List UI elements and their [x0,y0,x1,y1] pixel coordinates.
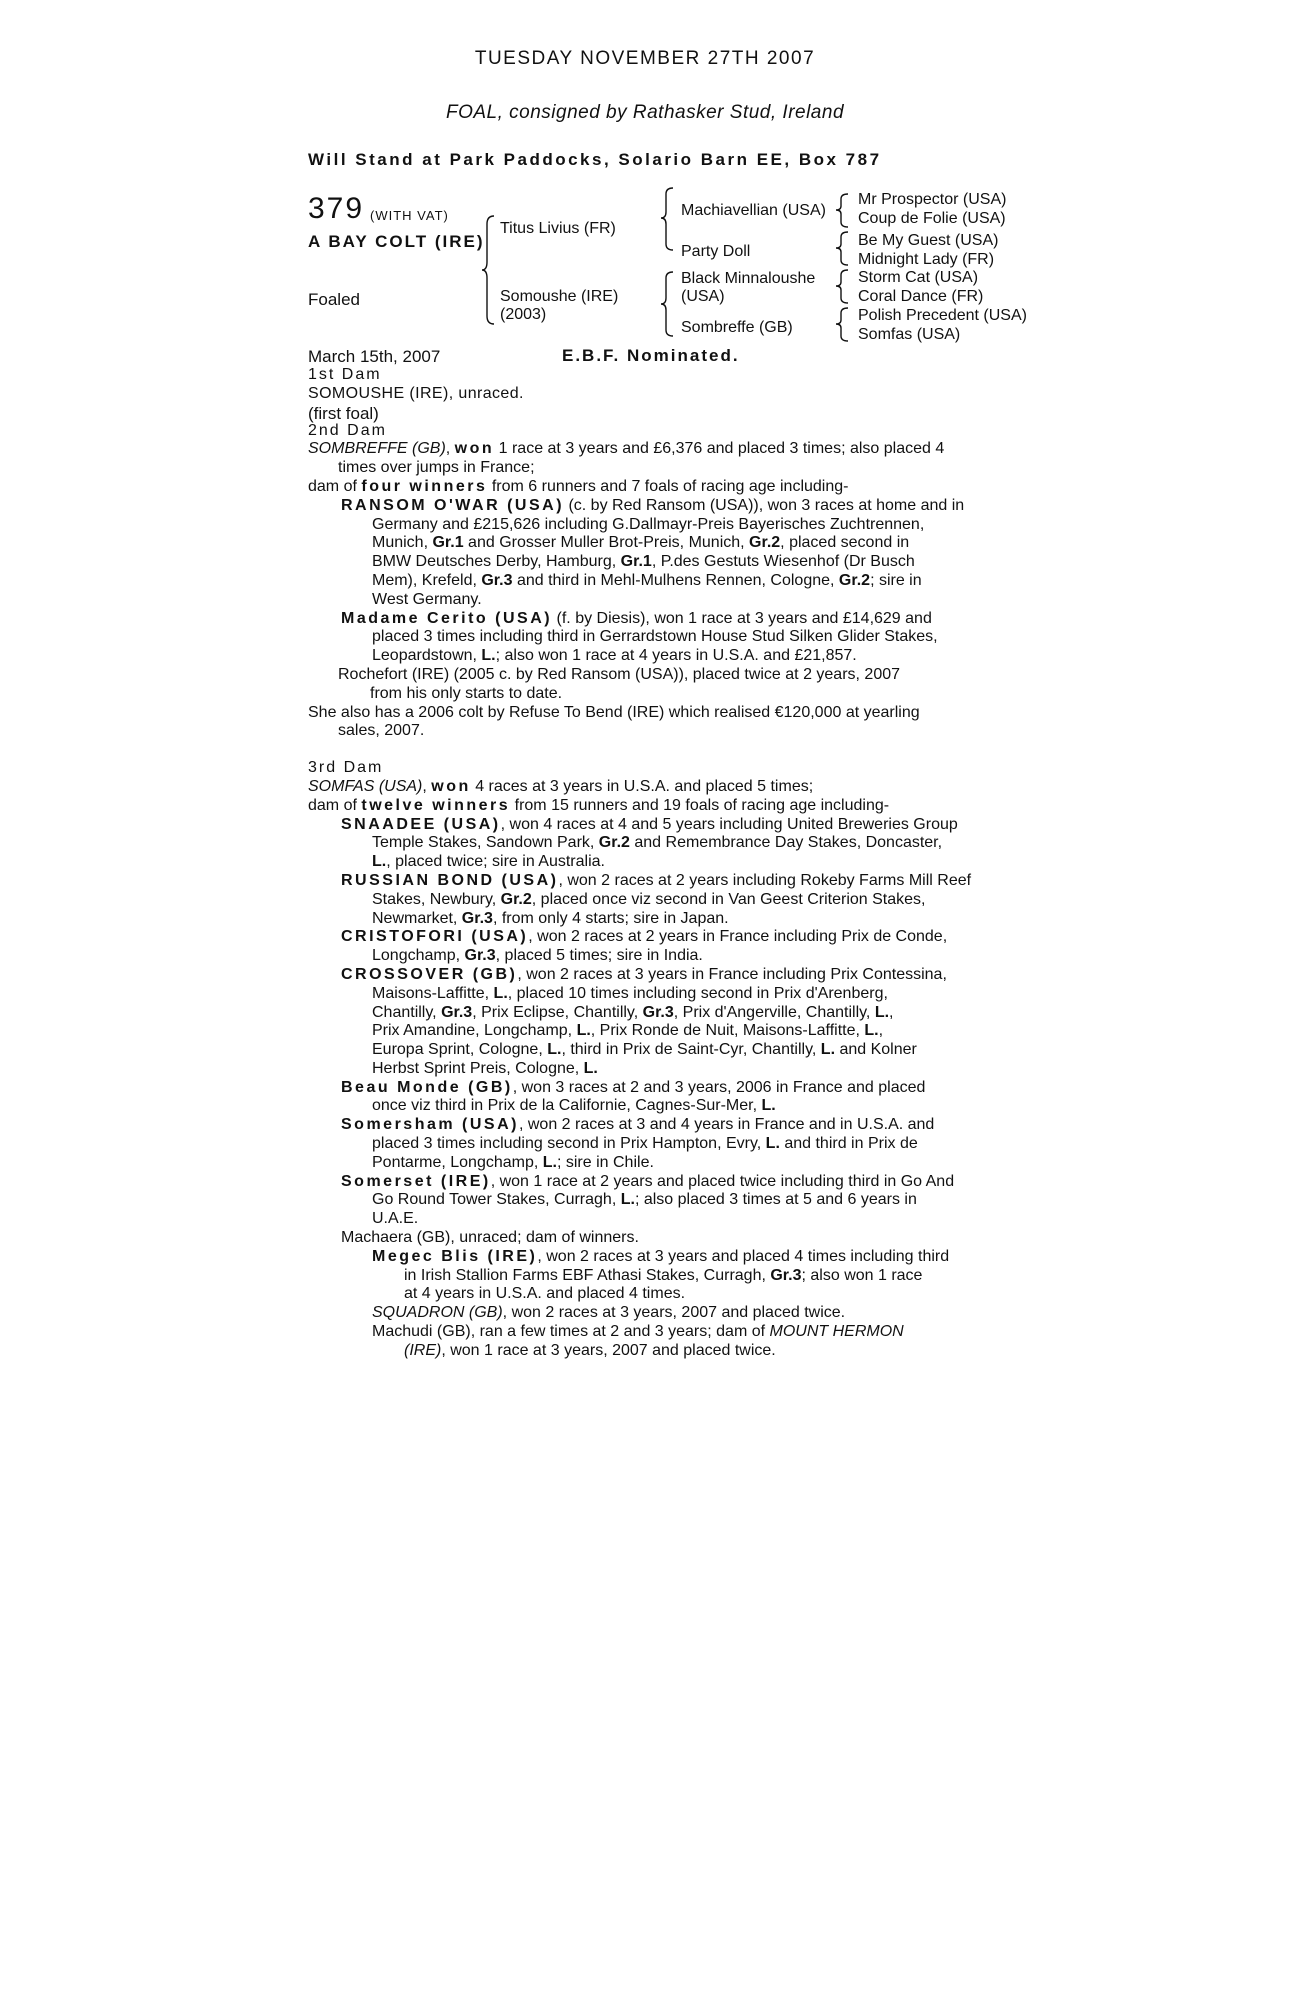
pedigree-brace-gen3-4 [836,306,850,344]
third-dam-text-segment: L. [864,1022,879,1040]
third-dam-text-segment: , won 2 races at 3 and 4 years in France and in U.S.A. and [518,1116,935,1134]
second-dam-text-segment: She also has a 2006 colt by Refuse To Bend (IRE) which realised €120,000 at yearling [308,703,920,721]
pedigree-g3-1: Mr Prospector (USA) [858,191,1007,208]
pedigree-brace-gen1 [482,214,496,326]
second-dam-text-segment: won [454,440,495,458]
second-dam-line [308,666,978,685]
third-dam-line [308,1267,978,1286]
second-dam-line [308,534,978,553]
third-dam-text-segment: Stakes, Newbury, [372,890,501,908]
second-dam-text-segment: (f. by Diesis), won 1 race at 3 years and £14,629 and [552,609,932,627]
third-dam-text-segment: , won 2 races at 3 years, 2007 and placed twice. [502,1304,846,1322]
second-dam-text-segment: 1 race at 3 years and £6,376 and placed 3 times; also placed 4 [494,440,945,458]
third-dam-line [308,966,978,985]
third-dam-text-segment: Herbst Sprint Preis, Cologne, [372,1059,584,1077]
second-dam-line [308,610,978,629]
third-dam-text-segment: from 15 runners and 19 foals of racing age including- [510,796,890,814]
first-dam-text: SOMOUSHE (IRE), unraced. [308,384,524,402]
second-dam-text-segment: and third in Mehl-Mulhens Rennen, Cologne, [512,571,839,589]
second-dam-line [308,704,978,723]
third-dam-line [308,1248,978,1267]
third-dam-line [308,872,978,891]
third-dam-text-segment: , [422,777,432,795]
pedigree-dam-line-1: Somoushe (IRE) [500,288,619,305]
third-dam-text-segment: L. [761,1097,776,1115]
third-dam-text-segment: L. [620,1191,635,1209]
second-dam-text-segment: , placed second in [780,534,910,552]
foaled-date: March 15th, 2007 [308,347,441,366]
third-dam-text-segment: , won 2 races at 3 years in France including Prix Contessina, [517,965,947,983]
third-dam-text-segment: L. [542,1153,557,1171]
third-dam-text-segment: 4 races at 3 years in U.S.A. and placed 5 times; [470,777,814,795]
second-dam-text-segment: and Grosser Muller Brot-Preis, Munich, [463,534,750,552]
third-dam-text-segment: once viz third in Prix de la Californie, Cagnes-Sur-Mer, [372,1097,762,1115]
third-dam-line [308,1323,978,1342]
third-dam-text-segment: Newmarket, [372,909,462,927]
pedigree-g3-7: Polish Precedent (USA) [858,307,1027,324]
second-dam-text-segment: Gr.2 [749,534,781,552]
second-dam-text-segment: Gr.1 [432,534,464,552]
third-dam-text-segment: Maisons-Laffitte, [372,984,494,1002]
third-dam-line [308,1173,978,1192]
third-dam-text-segment: L. [493,984,508,1002]
third-dam-line [308,1097,978,1116]
pedigree-g3-2: Coup de Folie (USA) [858,210,1006,227]
third-dam-line [308,1229,978,1248]
lot-number: 379 [308,192,365,225]
third-dam-text-segment: dam of [308,796,362,814]
third-dam-text-segment: , [878,1022,884,1040]
third-dam-text-segment: SNAADEE (USA) [341,815,501,833]
second-dam-line [308,478,978,497]
third-dam-text-segment: , won 2 races at 3 years and placed 4 times including third [537,1247,950,1265]
third-dam-text-segment: ; also placed 3 times at 5 and 6 years in [634,1191,917,1209]
pedigree-sire-sire: Machiavellian (USA) [681,202,826,219]
second-dam-text-segment: Leopardstown, [372,647,482,665]
third-dam-text-segment: , placed once viz second in Van Geest Criterion Stakes, [531,890,926,908]
third-dam-text-segment: , Prix d'Angerville, Chantilly, [673,1003,875,1021]
third-dam-text-segment: , won 4 races at 4 and 5 years including United Breweries Group [500,815,958,833]
catalogue-body [308,366,978,1361]
second-dam-text-segment: four winners [361,477,488,495]
third-dam-text-segment: Go Round Tower Stakes, Curragh, [372,1191,621,1209]
pedigree-brace-gen3-1 [836,192,850,230]
third-dam-text-segment: , won 1 race at 2 years and placed twice including third in Go And [490,1172,955,1190]
third-dam-line [308,1135,978,1154]
pedigree-brace-gen3-2 [836,230,850,268]
third-dam-text-segment: , won 2 races at 2 years in France including Prix de Conde, [528,928,948,946]
pedigree-sire: Titus Livius (FR) [500,220,616,237]
second-dam-line [308,553,978,572]
second-dam-text-segment: dam of [308,477,362,495]
second-dam-text-segment: times over jumps in France; [338,459,535,477]
third-dam-text-segment: CRISTOFORI (USA) [341,928,529,946]
second-dam-text-segment: sales, 2007. [338,722,425,740]
third-dam-text-segment: and Kolner [835,1041,917,1059]
pedigree-brace-gen3-3 [836,268,850,306]
third-dam-text-segment: SOMFAS (USA) [308,777,423,795]
third-dam-text-segment: Longchamp, [372,947,465,965]
third-dam-text-segment: L. [765,1135,780,1153]
second-dam-text-segment: placed 3 times including third in Gerrardstown House Stud Silken Glider Stakes, [372,628,938,646]
third-dam-text-segment: L. [547,1041,562,1059]
third-dam-text-segment: L. [372,853,387,871]
third-dam-line [308,1304,978,1323]
third-dam-text-segment: L. [874,1003,890,1021]
third-dam-line [308,928,978,947]
pedigree-brace-gen2-sire [661,186,675,254]
third-dam-text-segment: Temple Stakes, Sandown Park, [372,834,599,852]
second-dam-text-segment: , [445,440,455,458]
third-dam-text [308,778,978,1361]
third-dam-text-segment: Beau Monde (GB) [341,1078,513,1096]
third-dam-text-segment: , won 3 races at 2 and 3 years, 2006 in France and placed [512,1078,926,1096]
first-dam-heading: 1st Dam [308,366,382,383]
second-dam-text-segment: from 6 runners and 7 foals of racing age including- [487,477,849,495]
ebf-nominated: E.B.F. Nominated. [562,346,740,365]
third-dam-line [308,947,978,966]
second-dam-text-segment: Gr.1 [620,553,652,571]
third-dam-text-segment: Gr.3 [770,1266,802,1284]
pedigree-g3-8: Somfas (USA) [858,326,961,343]
third-dam-text-segment: Megec Blis (IRE) [372,1247,538,1265]
second-dam-text-segment: West Germany. [372,590,482,608]
pedigree-brace-gen2-dam [661,270,675,340]
second-dam-text-segment: , P.des Gestuts Wiesenhof (Dr Busch [651,553,915,571]
second-dam-text-segment: Madame Cerito (USA) [341,609,553,627]
third-dam-line [308,891,978,910]
second-dam-text-segment: Munich, [372,534,433,552]
third-dam-text-segment: RUSSIAN BOND (USA) [341,871,559,889]
second-dam-heading: 2nd Dam [308,421,387,439]
second-dam-line [308,459,978,478]
third-dam-text-segment: Somerset (IRE) [341,1172,491,1190]
third-dam-line [308,1210,978,1229]
third-dam-line [308,1342,978,1361]
second-dam-line [308,722,978,741]
second-dam-line [308,628,978,647]
third-dam-text-segment: , [889,1003,894,1021]
pedigree-g3-6: Coral Dance (FR) [858,288,984,305]
third-dam-line [308,1041,978,1060]
third-dam-line [308,1191,978,1210]
third-dam-text-segment: SQUADRON (GB) [372,1304,503,1322]
third-dam-text-segment: ; also won 1 race [801,1266,923,1284]
third-dam-text-segment: Gr.3 [642,1003,674,1021]
third-dam-text-segment: L. [583,1059,598,1077]
second-dam-text-segment: ; sire in [870,571,922,589]
third-dam-text-segment: L. [820,1041,836,1059]
second-dam-line [308,497,978,516]
third-dam-line [308,853,978,872]
third-dam-line [308,1285,978,1304]
third-dam-text-segment: U.A.E. [372,1210,419,1228]
third-dam-text-segment: and third in Prix de [779,1135,918,1153]
third-dam-text-segment: , from only 4 starts; sire in Japan. [492,909,729,927]
third-dam-text-segment: , Prix Ronde de Nuit, Maisons-Laffitte, [590,1022,865,1040]
third-dam-line [308,778,978,797]
third-dam-line [308,1116,978,1135]
lot-vat-note: (WITH VAT) [370,208,449,223]
third-dam-line [308,816,978,835]
third-dam-line [308,1004,978,1023]
second-dam-line [308,685,978,704]
second-dam-line [308,591,978,610]
pedigree-dam-sire-line-1: Black Minnaloushe [681,270,816,287]
third-dam-text-segment: MOUNT HERMON [769,1323,904,1341]
third-dam-text-segment: Chantilly, [372,1003,442,1021]
third-dam-text-segment: Gr.2 [598,834,630,852]
second-dam-text-segment: Mem), Krefeld, [372,571,482,589]
second-dam-text-segment: (c. by Red Ransom (USA)), won 3 races at home and in [564,496,965,514]
second-dam-line [308,647,978,666]
third-dam-text-segment: Pontarme, Longchamp, [372,1153,543,1171]
foaled-label: Foaled [308,290,360,309]
third-dam-text-segment: placed 3 times including second in Prix Hampton, Evry, [372,1135,766,1153]
second-dam-text-segment: from his only starts to date. [370,684,563,702]
third-dam-line [308,834,978,853]
second-dam-text-segment: SOMBREFFE (GB) [308,440,446,458]
pedigree-g3-3: Be My Guest (USA) [858,232,999,249]
pedigree-dam-dam: Sombreffe (GB) [681,319,793,336]
third-dam-text-segment: twelve winners [361,796,511,814]
third-dam-line [308,910,978,929]
third-dam-text-segment: at 4 years in U.S.A. and placed 4 times. [404,1285,686,1303]
second-dam-text [308,440,978,741]
foal-order: (first foal) [308,404,379,423]
third-dam-text-segment: , placed 10 times including second in Prix d'Arenberg, [507,984,888,1002]
third-dam-text-segment: Machudi (GB), ran a few times at 2 and 3 years; dam of [372,1323,770,1341]
third-dam-text-segment: CROSSOVER (GB) [341,965,518,983]
third-dam-text-segment: , third in Prix de Saint-Cyr, Chantilly, [561,1041,821,1059]
third-dam-line [308,1022,978,1041]
second-dam-line [308,440,978,459]
third-dam-text-segment: Gr.3 [461,909,493,927]
second-dam-text-segment: Germany and £215,626 including G.Dallmayr-Preis Bayerisches Zuchtrennen, [372,515,925,533]
consignor-line: FOAL, consigned by Rathasker Stud, Ireland [445,102,845,123]
second-dam-text-segment: L. [481,647,496,665]
third-dam-text-segment: and Remembrance Day Stakes, Doncaster, [629,834,943,852]
third-dam-line [308,1060,978,1079]
third-dam-line [308,1154,978,1173]
third-dam-text-segment: , won 2 races at 2 years including Rokeby Farms Mill Reef [558,871,972,889]
third-dam-heading: 3rd Dam [308,759,384,777]
lot-title: A BAY COLT (IRE) [308,232,485,251]
second-dam-text-segment: RANSOM O'WAR (USA) [341,496,565,514]
third-dam-text-segment: , placed twice; sire in Australia. [386,853,605,871]
third-dam-text-segment: Europa Sprint, Cologne, [372,1041,548,1059]
second-dam-line [308,572,978,591]
page-date: TUESDAY NOVEMBER 27TH 2007 [474,48,816,69]
third-dam-text-segment: ; sire in Chile. [556,1153,654,1171]
third-dam-text-segment: , placed 5 times; sire in India. [495,947,703,965]
second-dam-text-segment: ; also won 1 race at 4 years in U.S.A. and £21,857. [495,647,857,665]
stand-location: Will Stand at Park Paddocks, Solario Barn EE, Box 787 [308,150,882,169]
third-dam-text-segment: Prix Amandine, Longchamp, [372,1022,577,1040]
third-dam-line [308,797,978,816]
second-dam-text-segment: Gr.3 [481,571,513,589]
second-dam-text-segment: Gr.2 [838,571,871,589]
third-dam-line [308,1079,978,1098]
pedigree-g3-4: Midnight Lady (FR) [858,251,995,268]
third-dam-text-segment: Gr.3 [464,947,496,965]
second-dam-line [308,516,978,535]
third-dam-text-segment: Gr.3 [441,1003,473,1021]
third-dam-text-segment: in Irish Stallion Farms EBF Athasi Stakes, Curragh, [404,1266,771,1284]
pedigree-dam-sire-line-2: (USA) [681,288,725,305]
pedigree-g3-5: Storm Cat (USA) [858,269,979,286]
second-dam-text-segment: Rochefort (IRE) (2005 c. by Red Ransom (USA)), placed twice at 2 years, 2007 [338,665,901,683]
pedigree-sire-dam: Party Doll [681,243,751,260]
third-dam-text-segment: Machaera (GB), unraced; dam of winners. [341,1229,639,1247]
third-dam-text-segment: L. [576,1022,591,1040]
third-dam-text-segment: , Prix Eclipse, Chantilly, [472,1003,643,1021]
third-dam-text-segment: , won 1 race at 3 years, 2007 and placed twice. [441,1341,776,1359]
third-dam-text-segment: Somersham (USA) [341,1116,519,1134]
pedigree-dam-line-2: (2003) [500,306,547,323]
second-dam-text-segment: BMW Deutsches Derby, Hamburg, [372,553,621,571]
third-dam-text-segment: Gr.2 [500,890,532,908]
third-dam-text-segment: (IRE) [404,1341,442,1359]
third-dam-line [308,985,978,1004]
third-dam-text-segment: won [431,777,471,795]
